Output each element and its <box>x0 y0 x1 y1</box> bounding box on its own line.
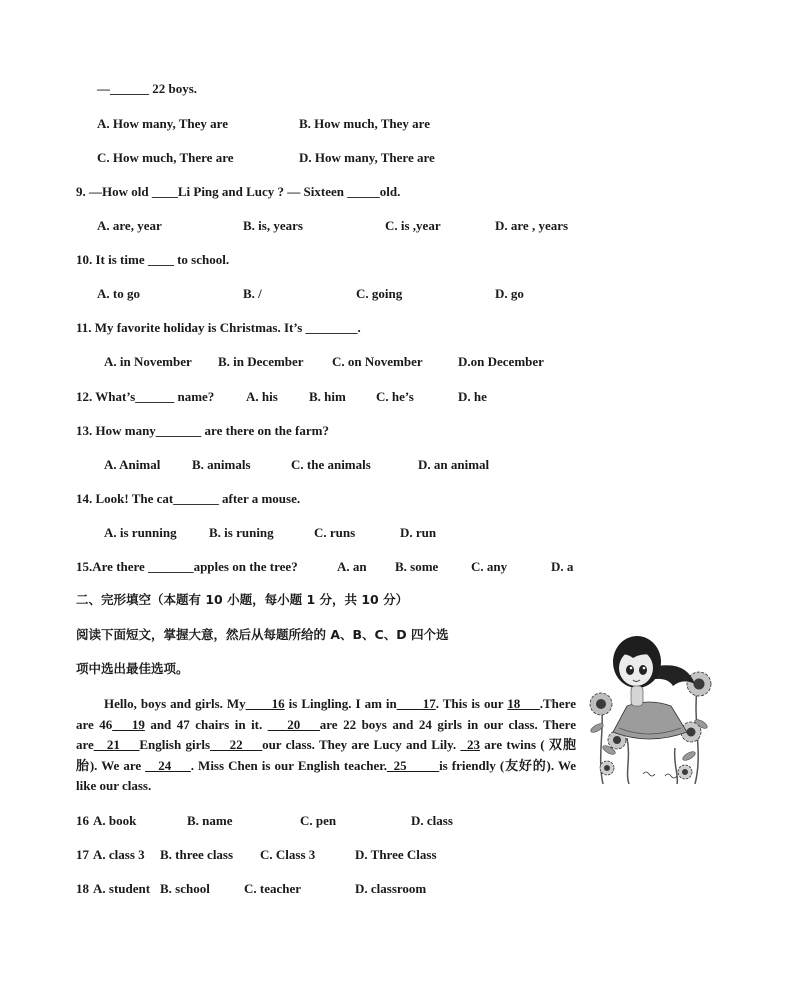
q15-option-c: C. any <box>471 559 508 574</box>
q10-option-a: A. to go <box>97 286 140 301</box>
q8-option-b: B. How much, They are <box>299 116 430 131</box>
q9-option-b: B. is, years <box>243 218 303 233</box>
q12-option-a: A. his <box>246 389 278 404</box>
q9-option-a: A. are, year <box>97 218 162 233</box>
blank-19: ___19 <box>112 716 145 732</box>
q15-option-a: A. an <box>337 559 367 574</box>
q17-option-c: C. Class 3 <box>260 847 316 862</box>
q12-option-d: D. he <box>458 389 487 404</box>
q18-option-b: B. school <box>160 881 210 896</box>
q10-stem: 10. It is time ____ to school. <box>76 252 230 267</box>
blank-17: ____17 <box>396 696 436 711</box>
blank-21: __21___ <box>93 737 140 752</box>
q16-option-b: B. name <box>187 813 233 828</box>
cloze-passage <box>76 694 576 797</box>
q16-number: 16 <box>76 813 89 828</box>
blank-24: __24___ <box>145 757 191 773</box>
q9-stem: 9. —How old ____Li Ping and Lucy ? — Sixteen _____old. <box>76 184 401 199</box>
blank-23: _23 <box>460 737 480 752</box>
q13-option-c: C. the animals <box>291 457 371 472</box>
q8-option-a: A. How many, They are <box>97 116 228 131</box>
q10-option-c: C. going <box>356 286 403 301</box>
blank-18: 18___ <box>507 696 540 711</box>
passage-text: English girls <box>139 737 211 752</box>
q11-stem: 11. My favorite holiday is Christmas. It’s ________. <box>76 320 361 335</box>
passage-text: are 22 boys and 24 girls in our class. There are <box>76 716 576 752</box>
q12-stem: 12. What’s______ name? <box>76 389 215 404</box>
q11-option-b: B. in December <box>218 354 304 369</box>
q16-option-d: D. class <box>411 813 453 828</box>
q13-option-d: D. an animal <box>418 457 490 472</box>
passage-text: . This is our <box>435 696 508 711</box>
q17-option-a: A. class 3 <box>93 847 145 862</box>
passage-text: . Miss Chen is our English teacher. <box>190 757 388 773</box>
q11-option-c: C. on November <box>332 354 423 369</box>
q14-option-d: D. run <box>400 525 437 540</box>
q8-answer-line: —______ 22 boys. <box>97 81 198 96</box>
blank-22: ___22___ <box>210 737 263 752</box>
q9-option-c: C. is ,year <box>385 218 441 233</box>
q11-option-a: A. in November <box>104 354 192 369</box>
q9-option-d: D. are , years <box>495 218 569 233</box>
section-instruction-2: 项中选出最佳选项。 <box>76 661 189 676</box>
blank-16: ____16 <box>245 696 285 711</box>
q14-option-a: A. is running <box>104 525 177 540</box>
passage-text: our class. They are Lucy and Lily. <box>262 737 461 752</box>
q15-option-b: B. some <box>395 559 439 574</box>
section-instruction-1: 阅读下面短文，掌握大意，然后从每题所给的 A、B、C、D 四个选 <box>76 627 449 642</box>
q17-option-b: B. three class <box>160 847 234 862</box>
passage-text: .There are 46 <box>76 696 576 732</box>
q14-stem: 14. Look! The cat_______ after a mouse. <box>76 491 301 506</box>
q17-number: 17 <box>76 847 89 862</box>
blank-25: _25_____ <box>387 757 440 773</box>
q18-option-c: C. teacher <box>244 881 302 896</box>
q18-option-d: D. classroom <box>355 881 427 896</box>
passage-text: is friendly (友好的). We like our class. <box>76 757 576 793</box>
q15-option-d: D. a <box>551 559 574 574</box>
q10-option-d: D. go <box>495 286 524 301</box>
q15-stem: 15.Are there _______apples on the tree? <box>76 559 298 574</box>
q13-stem: 13. How many_______ are there on the farm? <box>76 423 329 438</box>
q13-option-b: B. animals <box>192 457 251 472</box>
q8-option-d: D. How many, There are <box>299 150 435 165</box>
q10-option-b: B. / <box>243 286 262 301</box>
q13-option-a: A. Animal <box>104 457 161 472</box>
q18-number: 18 <box>76 881 89 896</box>
q12-option-c: C. he’s <box>376 389 414 404</box>
q12-option-b: B. him <box>309 389 346 404</box>
passage-text: and 47 chairs in it. <box>144 716 268 732</box>
section-title: 二、完形填空（本题有 10 小题，每小题 1 分，共 10 分） <box>76 592 409 607</box>
q14-option-c: C. runs <box>314 525 356 540</box>
cartoon-girl-sunflowers-image <box>587 628 713 784</box>
blank-20: ___20___ <box>267 716 320 732</box>
q16-option-a: A. book <box>93 813 137 828</box>
passage-text: is Lingling. I am in <box>284 696 397 711</box>
q16-option-c: C. pen <box>300 813 337 828</box>
passage-text: are twins ( 双胞胎). We are <box>76 737 576 773</box>
passage-text: Hello, boys and girls. My <box>104 696 246 711</box>
q11-option-d: D.on December <box>458 354 544 369</box>
q14-option-b: B. is runing <box>209 525 274 540</box>
q17-option-d: D. Three Class <box>355 847 437 862</box>
q8-option-c: C. How much, There are <box>97 150 234 165</box>
q18-option-a: A. student <box>93 881 151 896</box>
